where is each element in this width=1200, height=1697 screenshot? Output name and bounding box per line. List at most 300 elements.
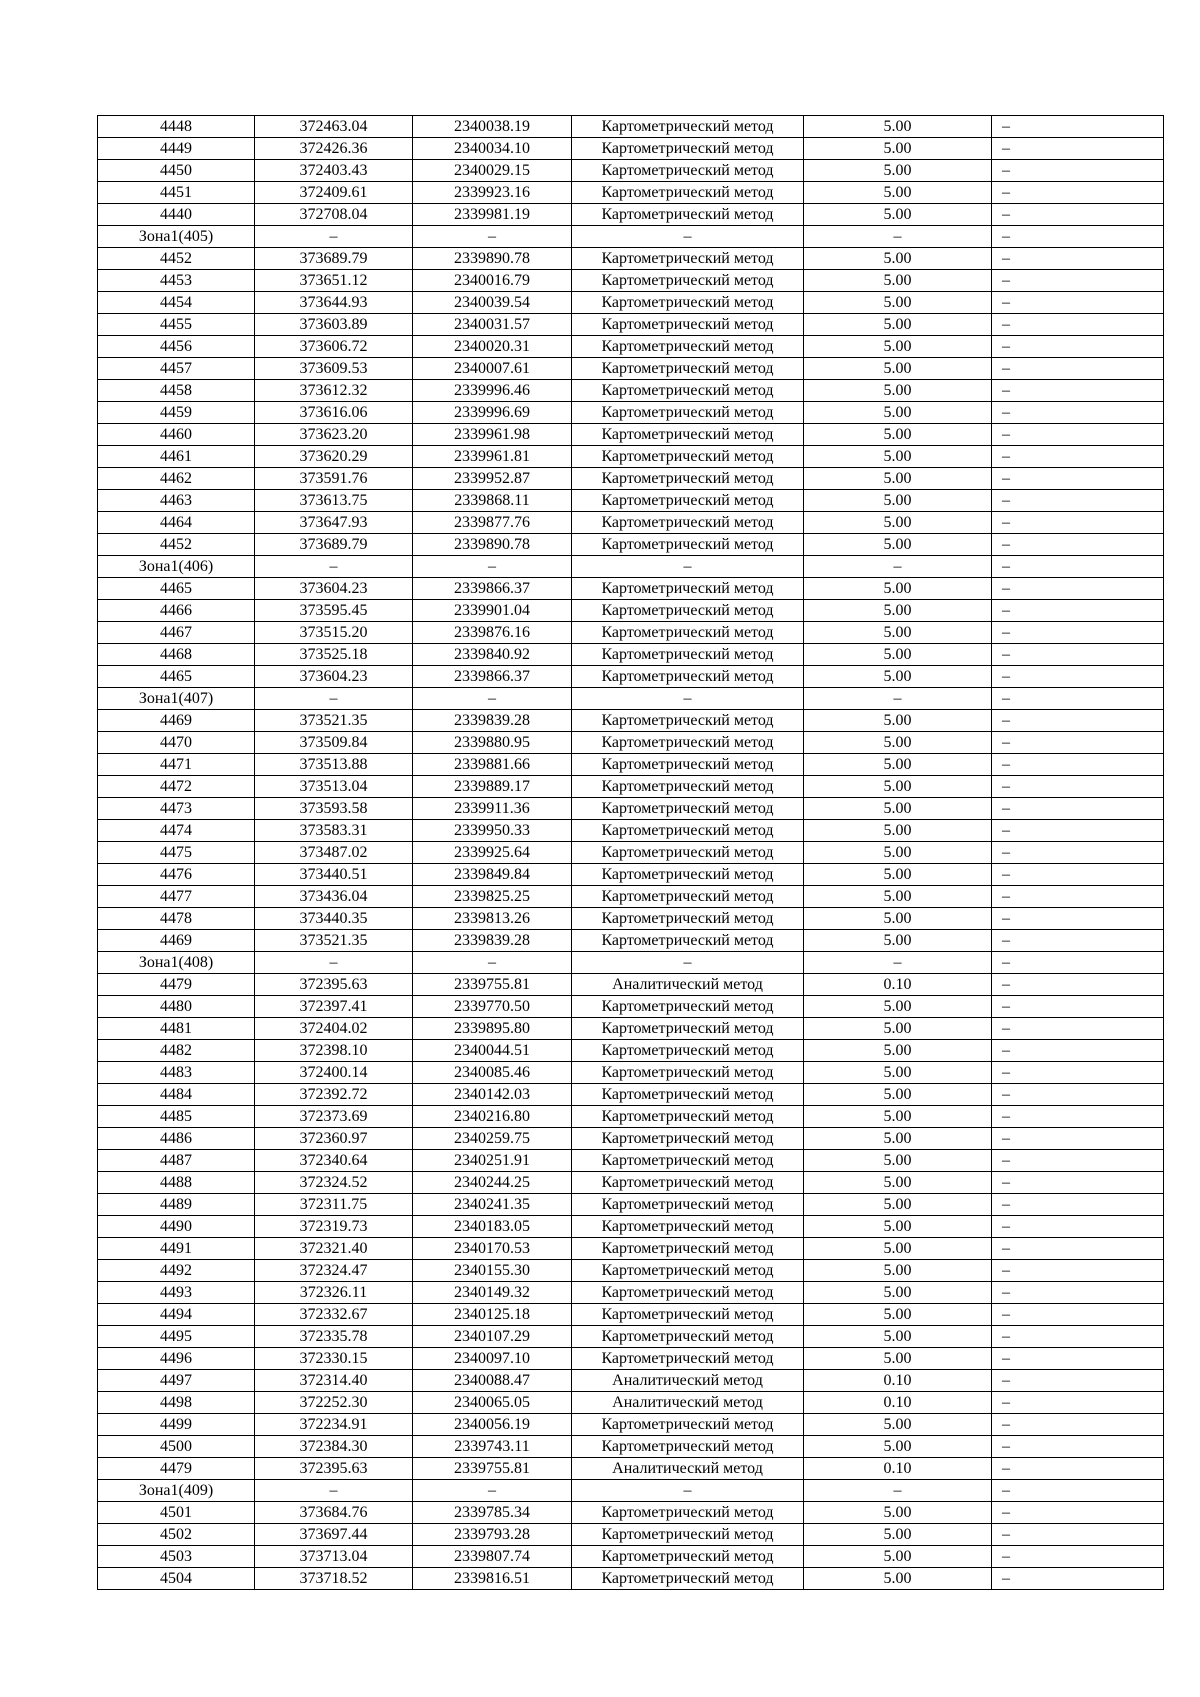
- description-cell: –: [992, 226, 1164, 248]
- y-coordinate-cell: 2339807.74: [413, 1546, 572, 1568]
- point-id-cell: 4472: [98, 776, 255, 798]
- table-row: [98, 776, 1164, 798]
- y-coordinate-cell: 2340056.19: [413, 1414, 572, 1436]
- method-cell: –: [572, 688, 804, 710]
- y-coordinate-cell: 2339755.81: [413, 1458, 572, 1480]
- point-id-cell: 4486: [98, 1128, 255, 1150]
- point-id-cell: 4503: [98, 1546, 255, 1568]
- accuracy-cell: 5.00: [804, 182, 992, 204]
- description-cell: –: [992, 710, 1164, 732]
- description-cell: –: [992, 1084, 1164, 1106]
- method-cell: Картометрический метод: [572, 1018, 804, 1040]
- x-coordinate-cell: 372392.72: [255, 1084, 413, 1106]
- method-cell: Картометрический метод: [572, 776, 804, 798]
- method-cell: Картометрический метод: [572, 754, 804, 776]
- x-coordinate-cell: –: [255, 556, 413, 578]
- table-row: [98, 1040, 1164, 1062]
- point-id-cell: Зона1(409): [98, 1480, 255, 1502]
- point-id-cell: 4483: [98, 1062, 255, 1084]
- table-row: [98, 1524, 1164, 1546]
- accuracy-cell: 5.00: [804, 644, 992, 666]
- method-cell: Картометрический метод: [572, 1172, 804, 1194]
- x-coordinate-cell: 373513.88: [255, 754, 413, 776]
- point-id-cell: 4487: [98, 1150, 255, 1172]
- y-coordinate-cell: 2339866.37: [413, 578, 572, 600]
- accuracy-cell: 5.00: [804, 204, 992, 226]
- method-cell: Картометрический метод: [572, 908, 804, 930]
- point-id-cell: 4458: [98, 380, 255, 402]
- accuracy-cell: 5.00: [804, 468, 992, 490]
- method-cell: Аналитический метод: [572, 1458, 804, 1480]
- description-cell: –: [992, 1326, 1164, 1348]
- x-coordinate-cell: 372311.75: [255, 1194, 413, 1216]
- x-coordinate-cell: 372252.30: [255, 1392, 413, 1414]
- y-coordinate-cell: –: [413, 226, 572, 248]
- table-row: [98, 908, 1164, 930]
- x-coordinate-cell: –: [255, 1480, 413, 1502]
- y-coordinate-cell: 2339890.78: [413, 248, 572, 270]
- point-id-cell: 4464: [98, 512, 255, 534]
- method-cell: Картометрический метод: [572, 1414, 804, 1436]
- table-row: [98, 1370, 1164, 1392]
- accuracy-cell: 5.00: [804, 798, 992, 820]
- x-coordinate-cell: 373513.04: [255, 776, 413, 798]
- y-coordinate-cell: 2339996.69: [413, 402, 572, 424]
- point-id-cell: Зона1(406): [98, 556, 255, 578]
- point-id-cell: Зона1(405): [98, 226, 255, 248]
- y-coordinate-cell: 2340142.03: [413, 1084, 572, 1106]
- point-id-cell: 4468: [98, 644, 255, 666]
- accuracy-cell: 5.00: [804, 116, 992, 138]
- table-row: [98, 1436, 1164, 1458]
- method-cell: Картометрический метод: [572, 1106, 804, 1128]
- description-cell: –: [992, 622, 1164, 644]
- description-cell: –: [992, 908, 1164, 930]
- table-row: [98, 1260, 1164, 1282]
- accuracy-cell: 5.00: [804, 776, 992, 798]
- description-cell: –: [992, 402, 1164, 424]
- table-row: [98, 446, 1164, 468]
- y-coordinate-cell: 2339839.28: [413, 710, 572, 732]
- accuracy-cell: 5.00: [804, 490, 992, 512]
- method-cell: Картометрический метод: [572, 160, 804, 182]
- table-row: [98, 644, 1164, 666]
- accuracy-cell: 5.00: [804, 138, 992, 160]
- description-cell: –: [992, 600, 1164, 622]
- y-coordinate-cell: 2339889.17: [413, 776, 572, 798]
- point-id-cell: 4494: [98, 1304, 255, 1326]
- method-cell: Картометрический метод: [572, 534, 804, 556]
- coordinates-table: [97, 115, 1164, 1590]
- x-coordinate-cell: 372397.41: [255, 996, 413, 1018]
- point-id-cell: 4493: [98, 1282, 255, 1304]
- description-cell: –: [992, 1062, 1164, 1084]
- y-coordinate-cell: 2340149.32: [413, 1282, 572, 1304]
- description-cell: –: [992, 1436, 1164, 1458]
- accuracy-cell: 5.00: [804, 446, 992, 468]
- point-id-cell: 4495: [98, 1326, 255, 1348]
- x-coordinate-cell: 372409.61: [255, 182, 413, 204]
- y-coordinate-cell: 2340007.61: [413, 358, 572, 380]
- description-cell: –: [992, 1370, 1164, 1392]
- point-id-cell: 4471: [98, 754, 255, 776]
- y-coordinate-cell: 2339881.66: [413, 754, 572, 776]
- x-coordinate-cell: 373689.79: [255, 534, 413, 556]
- table-row: [98, 996, 1164, 1018]
- table-row: [98, 468, 1164, 490]
- y-coordinate-cell: 2339793.28: [413, 1524, 572, 1546]
- method-cell: Картометрический метод: [572, 1194, 804, 1216]
- point-id-cell: 4460: [98, 424, 255, 446]
- accuracy-cell: 5.00: [804, 820, 992, 842]
- method-cell: Картометрический метод: [572, 798, 804, 820]
- description-cell: –: [992, 1568, 1164, 1590]
- description-cell: –: [992, 1128, 1164, 1150]
- x-coordinate-cell: 373604.23: [255, 666, 413, 688]
- y-coordinate-cell: 2339996.46: [413, 380, 572, 402]
- zone-header-row: [98, 556, 1164, 578]
- accuracy-cell: 5.00: [804, 1106, 992, 1128]
- accuracy-cell: 5.00: [804, 1414, 992, 1436]
- description-cell: –: [992, 1414, 1164, 1436]
- point-id-cell: 4489: [98, 1194, 255, 1216]
- y-coordinate-cell: 2340039.54: [413, 292, 572, 314]
- y-coordinate-cell: 2339755.81: [413, 974, 572, 996]
- y-coordinate-cell: 2339880.95: [413, 732, 572, 754]
- description-cell: –: [992, 930, 1164, 952]
- table-row: [98, 1194, 1164, 1216]
- point-id-cell: 4451: [98, 182, 255, 204]
- accuracy-cell: 5.00: [804, 622, 992, 644]
- table-row: [98, 798, 1164, 820]
- table-row: [98, 666, 1164, 688]
- accuracy-cell: 5.00: [804, 600, 992, 622]
- table-row: [98, 1172, 1164, 1194]
- point-id-cell: 4497: [98, 1370, 255, 1392]
- description-cell: –: [992, 248, 1164, 270]
- x-coordinate-cell: 372314.40: [255, 1370, 413, 1392]
- accuracy-cell: 5.00: [804, 1238, 992, 1260]
- x-coordinate-cell: 373515.20: [255, 622, 413, 644]
- method-cell: Картометрический метод: [572, 930, 804, 952]
- table-row: [98, 1150, 1164, 1172]
- table-row: [98, 1546, 1164, 1568]
- y-coordinate-cell: 2339923.16: [413, 182, 572, 204]
- method-cell: Картометрический метод: [572, 336, 804, 358]
- method-cell: Картометрический метод: [572, 248, 804, 270]
- y-coordinate-cell: 2339785.34: [413, 1502, 572, 1524]
- description-cell: –: [992, 138, 1164, 160]
- table-row: [98, 864, 1164, 886]
- point-id-cell: 4477: [98, 886, 255, 908]
- x-coordinate-cell: 372708.04: [255, 204, 413, 226]
- y-coordinate-cell: 2340183.05: [413, 1216, 572, 1238]
- description-cell: –: [992, 776, 1164, 798]
- point-id-cell: 4469: [98, 710, 255, 732]
- table-row: [98, 116, 1164, 138]
- x-coordinate-cell: 373684.76: [255, 1502, 413, 1524]
- accuracy-cell: 0.10: [804, 1370, 992, 1392]
- accuracy-cell: 5.00: [804, 380, 992, 402]
- method-cell: Картометрический метод: [572, 380, 804, 402]
- description-cell: –: [992, 578, 1164, 600]
- description-cell: –: [992, 798, 1164, 820]
- accuracy-cell: 5.00: [804, 1216, 992, 1238]
- point-id-cell: 4498: [98, 1392, 255, 1414]
- point-id-cell: 4452: [98, 534, 255, 556]
- x-coordinate-cell: 373713.04: [255, 1546, 413, 1568]
- method-cell: Картометрический метод: [572, 1282, 804, 1304]
- accuracy-cell: 5.00: [804, 1062, 992, 1084]
- point-id-cell: Зона1(407): [98, 688, 255, 710]
- method-cell: Картометрический метод: [572, 1216, 804, 1238]
- x-coordinate-cell: 373644.93: [255, 292, 413, 314]
- y-coordinate-cell: 2339961.81: [413, 446, 572, 468]
- x-coordinate-cell: –: [255, 952, 413, 974]
- x-coordinate-cell: 372330.15: [255, 1348, 413, 1370]
- accuracy-cell: 5.00: [804, 1304, 992, 1326]
- point-id-cell: 4453: [98, 270, 255, 292]
- y-coordinate-cell: 2340170.53: [413, 1238, 572, 1260]
- y-coordinate-cell: 2339911.36: [413, 798, 572, 820]
- table-row: [98, 1568, 1164, 1590]
- table-row: [98, 1062, 1164, 1084]
- method-cell: Картометрический метод: [572, 424, 804, 446]
- table-row: [98, 930, 1164, 952]
- point-id-cell: 4440: [98, 204, 255, 226]
- description-cell: –: [992, 336, 1164, 358]
- point-id-cell: 4492: [98, 1260, 255, 1282]
- coordinates-table-body: [98, 116, 1164, 1590]
- x-coordinate-cell: 373718.52: [255, 1568, 413, 1590]
- accuracy-cell: –: [804, 556, 992, 578]
- method-cell: Аналитический метод: [572, 974, 804, 996]
- method-cell: Картометрический метод: [572, 1040, 804, 1062]
- accuracy-cell: 5.00: [804, 1524, 992, 1546]
- y-coordinate-cell: 2339876.16: [413, 622, 572, 644]
- accuracy-cell: 5.00: [804, 578, 992, 600]
- method-cell: Картометрический метод: [572, 1568, 804, 1590]
- point-id-cell: 4479: [98, 1458, 255, 1480]
- y-coordinate-cell: 2340244.25: [413, 1172, 572, 1194]
- x-coordinate-cell: 373689.79: [255, 248, 413, 270]
- table-row: [98, 1238, 1164, 1260]
- method-cell: Картометрический метод: [572, 1260, 804, 1282]
- x-coordinate-cell: 372340.64: [255, 1150, 413, 1172]
- method-cell: Картометрический метод: [572, 1546, 804, 1568]
- method-cell: Картометрический метод: [572, 732, 804, 754]
- table-row: [98, 512, 1164, 534]
- y-coordinate-cell: 2340216.80: [413, 1106, 572, 1128]
- accuracy-cell: 5.00: [804, 248, 992, 270]
- x-coordinate-cell: 372398.10: [255, 1040, 413, 1062]
- x-coordinate-cell: 373583.31: [255, 820, 413, 842]
- y-coordinate-cell: 2340088.47: [413, 1370, 572, 1392]
- table-row: [98, 182, 1164, 204]
- point-id-cell: Зона1(408): [98, 952, 255, 974]
- description-cell: –: [992, 1502, 1164, 1524]
- accuracy-cell: 5.00: [804, 1326, 992, 1348]
- description-cell: –: [992, 952, 1164, 974]
- accuracy-cell: 5.00: [804, 1150, 992, 1172]
- x-coordinate-cell: 372324.52: [255, 1172, 413, 1194]
- x-coordinate-cell: 373593.58: [255, 798, 413, 820]
- description-cell: –: [992, 1282, 1164, 1304]
- description-cell: –: [992, 292, 1164, 314]
- y-coordinate-cell: 2340107.29: [413, 1326, 572, 1348]
- x-coordinate-cell: 372404.02: [255, 1018, 413, 1040]
- accuracy-cell: 5.00: [804, 666, 992, 688]
- table-row: [98, 754, 1164, 776]
- point-id-cell: 4491: [98, 1238, 255, 1260]
- point-id-cell: 4452: [98, 248, 255, 270]
- method-cell: Картометрический метод: [572, 1062, 804, 1084]
- method-cell: Картометрический метод: [572, 402, 804, 424]
- y-coordinate-cell: 2339825.25: [413, 886, 572, 908]
- table-row: [98, 1414, 1164, 1436]
- x-coordinate-cell: 373603.89: [255, 314, 413, 336]
- x-coordinate-cell: 372463.04: [255, 116, 413, 138]
- table-row: [98, 710, 1164, 732]
- accuracy-cell: 5.00: [804, 930, 992, 952]
- method-cell: Картометрический метод: [572, 1084, 804, 1106]
- table-row: [98, 1458, 1164, 1480]
- method-cell: Картометрический метод: [572, 1326, 804, 1348]
- y-coordinate-cell: –: [413, 952, 572, 974]
- method-cell: Картометрический метод: [572, 314, 804, 336]
- description-cell: –: [992, 490, 1164, 512]
- table-row: [98, 534, 1164, 556]
- method-cell: Картометрический метод: [572, 1348, 804, 1370]
- accuracy-cell: 5.00: [804, 292, 992, 314]
- accuracy-cell: 5.00: [804, 732, 992, 754]
- method-cell: Аналитический метод: [572, 1370, 804, 1392]
- point-id-cell: 4485: [98, 1106, 255, 1128]
- point-id-cell: 4463: [98, 490, 255, 512]
- point-id-cell: 4490: [98, 1216, 255, 1238]
- y-coordinate-cell: 2340125.18: [413, 1304, 572, 1326]
- accuracy-cell: 0.10: [804, 974, 992, 996]
- description-cell: –: [992, 380, 1164, 402]
- table-row: [98, 1304, 1164, 1326]
- point-id-cell: 4456: [98, 336, 255, 358]
- table-row: [98, 974, 1164, 996]
- accuracy-cell: 5.00: [804, 1260, 992, 1282]
- x-coordinate-cell: 373697.44: [255, 1524, 413, 1546]
- y-coordinate-cell: 2339839.28: [413, 930, 572, 952]
- accuracy-cell: 5.00: [804, 402, 992, 424]
- y-coordinate-cell: 2339895.80: [413, 1018, 572, 1040]
- table-row: [98, 160, 1164, 182]
- accuracy-cell: 0.10: [804, 1392, 992, 1414]
- description-cell: –: [992, 754, 1164, 776]
- method-cell: Картометрический метод: [572, 578, 804, 600]
- x-coordinate-cell: 372332.67: [255, 1304, 413, 1326]
- y-coordinate-cell: 2339813.26: [413, 908, 572, 930]
- point-id-cell: 4502: [98, 1524, 255, 1546]
- point-id-cell: 4478: [98, 908, 255, 930]
- x-coordinate-cell: 372384.30: [255, 1436, 413, 1458]
- y-coordinate-cell: 2340038.19: [413, 116, 572, 138]
- x-coordinate-cell: 373525.18: [255, 644, 413, 666]
- point-id-cell: 4484: [98, 1084, 255, 1106]
- point-id-cell: 4481: [98, 1018, 255, 1040]
- y-coordinate-cell: 2339961.98: [413, 424, 572, 446]
- point-id-cell: 4470: [98, 732, 255, 754]
- x-coordinate-cell: 373620.29: [255, 446, 413, 468]
- description-cell: –: [992, 1018, 1164, 1040]
- y-coordinate-cell: 2339950.33: [413, 820, 572, 842]
- y-coordinate-cell: 2340029.15: [413, 160, 572, 182]
- y-coordinate-cell: 2339868.11: [413, 490, 572, 512]
- method-cell: Аналитический метод: [572, 1392, 804, 1414]
- table-row: [98, 1106, 1164, 1128]
- x-coordinate-cell: 372426.36: [255, 138, 413, 160]
- method-cell: Картометрический метод: [572, 468, 804, 490]
- x-coordinate-cell: 373613.75: [255, 490, 413, 512]
- method-cell: Картометрический метод: [572, 1238, 804, 1260]
- accuracy-cell: 5.00: [804, 1282, 992, 1304]
- table-row: [98, 600, 1164, 622]
- accuracy-cell: 5.00: [804, 1194, 992, 1216]
- accuracy-cell: 5.00: [804, 336, 992, 358]
- accuracy-cell: 5.00: [804, 886, 992, 908]
- accuracy-cell: 5.00: [804, 1436, 992, 1458]
- method-cell: –: [572, 1480, 804, 1502]
- description-cell: –: [992, 182, 1164, 204]
- description-cell: –: [992, 556, 1164, 578]
- description-cell: –: [992, 270, 1164, 292]
- method-cell: Картометрический метод: [572, 644, 804, 666]
- description-cell: –: [992, 1480, 1164, 1502]
- accuracy-cell: 5.00: [804, 996, 992, 1018]
- description-cell: –: [992, 842, 1164, 864]
- point-id-cell: 4488: [98, 1172, 255, 1194]
- method-cell: Картометрический метод: [572, 820, 804, 842]
- description-cell: –: [992, 1194, 1164, 1216]
- x-coordinate-cell: 372395.63: [255, 1458, 413, 1480]
- description-cell: –: [992, 1458, 1164, 1480]
- point-id-cell: 4466: [98, 600, 255, 622]
- accuracy-cell: 5.00: [804, 512, 992, 534]
- method-cell: Картометрический метод: [572, 446, 804, 468]
- zone-header-row: [98, 1480, 1164, 1502]
- x-coordinate-cell: 372403.43: [255, 160, 413, 182]
- point-id-cell: 4469: [98, 930, 255, 952]
- table-row: [98, 336, 1164, 358]
- method-cell: Картометрический метод: [572, 1436, 804, 1458]
- point-id-cell: 4479: [98, 974, 255, 996]
- accuracy-cell: 5.00: [804, 424, 992, 446]
- method-cell: –: [572, 556, 804, 578]
- description-cell: –: [992, 864, 1164, 886]
- method-cell: Картометрический метод: [572, 116, 804, 138]
- point-id-cell: 4500: [98, 1436, 255, 1458]
- point-id-cell: 4475: [98, 842, 255, 864]
- description-cell: –: [992, 358, 1164, 380]
- description-cell: –: [992, 996, 1164, 1018]
- point-id-cell: 4496: [98, 1348, 255, 1370]
- x-coordinate-cell: 372324.47: [255, 1260, 413, 1282]
- table-row: [98, 314, 1164, 336]
- x-coordinate-cell: 373436.04: [255, 886, 413, 908]
- description-cell: –: [992, 314, 1164, 336]
- accuracy-cell: 5.00: [804, 864, 992, 886]
- x-coordinate-cell: 373623.20: [255, 424, 413, 446]
- table-row: [98, 622, 1164, 644]
- point-id-cell: 4480: [98, 996, 255, 1018]
- table-row: [98, 1018, 1164, 1040]
